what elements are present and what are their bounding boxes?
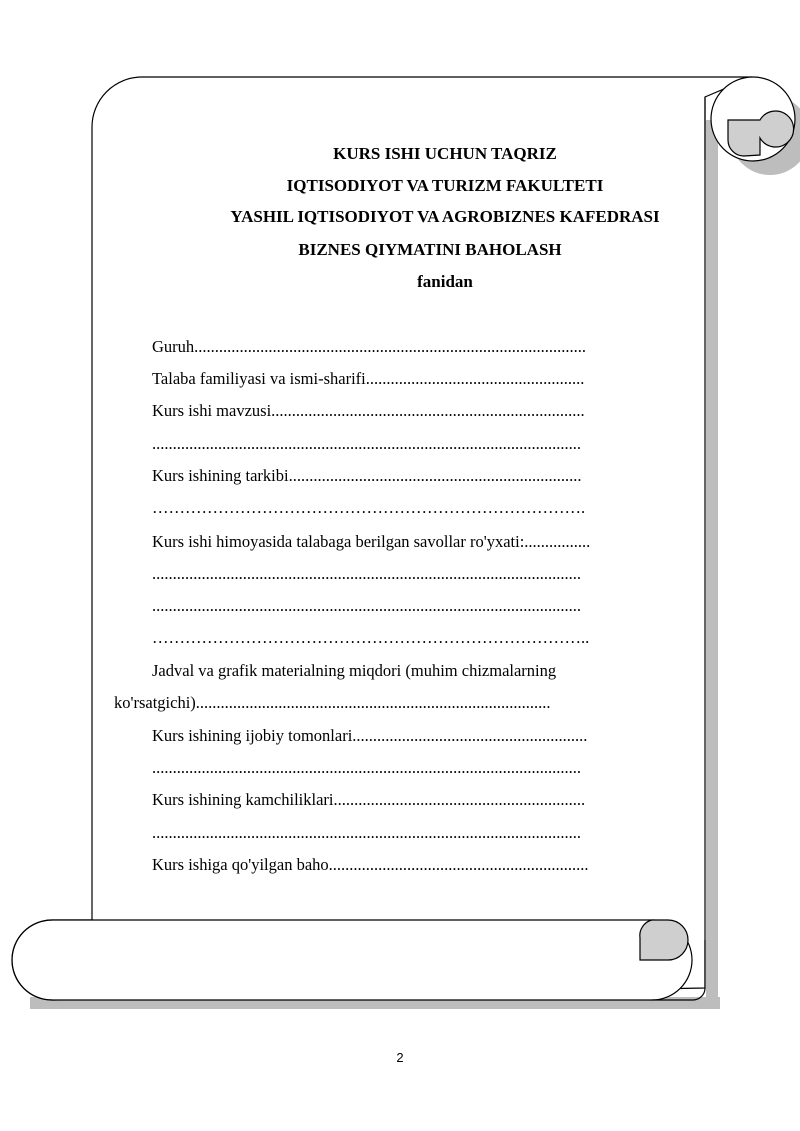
- structure-field: Kurs ishining tarkibi.......................................................................: [152, 466, 582, 485]
- topic-field: Kurs ishi mavzusi............................................................................: [152, 401, 585, 420]
- page-number: 2: [396, 1050, 404, 1065]
- questions-line-3: ........................................................................................................: [152, 596, 581, 615]
- tables-graphics-field: Jadval va grafik materialning miqdori (muhim chizmalarning: [152, 661, 557, 680]
- questions-field: Kurs ishi himoyasida talabaga berilgan savollar ro'yxati:................: [152, 532, 591, 551]
- topic-continuation-line: ........................................................................................................: [152, 434, 581, 453]
- strengths-line-2: ........................................................................................................: [152, 758, 581, 777]
- strengths-field: Kurs ishining ijobiy tomonlari.........................................................: [152, 726, 588, 745]
- department-name: YASHIL IQTISODIYOT VA AGROBIZNES KAFEDRASI: [230, 207, 660, 226]
- structure-continuation-line: …………………………………………………………………….: [152, 498, 586, 517]
- weaknesses-line-2: ........................................................................................................: [152, 823, 581, 842]
- subject-suffix: fanidan: [417, 272, 473, 291]
- subject-name: BIZNES QIYMATINI BAHOLASH: [298, 240, 562, 259]
- review-title: KURS ISHI UCHUN TAQRIZ: [333, 144, 557, 163]
- group-field: Guruh...............................................................................................: [152, 337, 587, 356]
- questions-line-2: ........................................................................................................: [152, 564, 581, 583]
- faculty-name: IQTISODIYOT VA TURIZM FAKULTETI: [286, 176, 604, 195]
- weaknesses-field: Kurs ishining kamchiliklari.............................................................: [152, 790, 586, 809]
- student-name-field: Talaba familiyasi va ismi-sharifi.....................................................: [152, 369, 585, 388]
- grade-field: Kurs ishiga qo'yilgan baho...............................................................: [152, 855, 589, 874]
- questions-line-4: ……………………………………………………………………..: [152, 628, 590, 647]
- tables-graphics-continuation: ko'rsatgichi)......................................................................................: [114, 693, 551, 712]
